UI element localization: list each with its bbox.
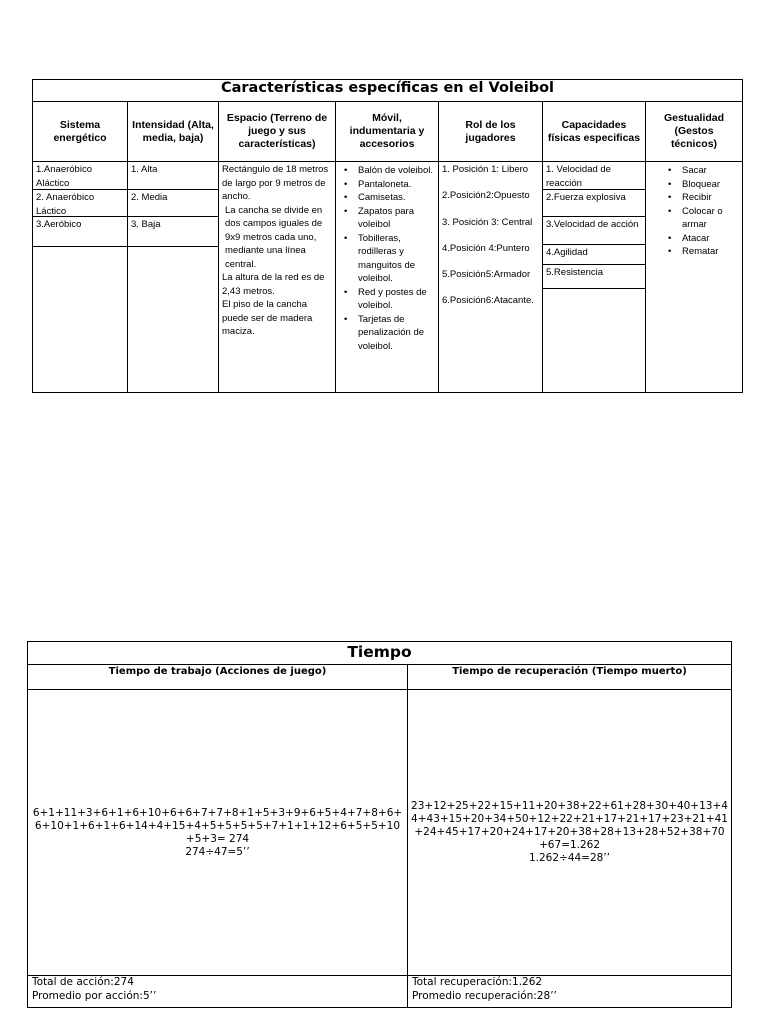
rol-item: 5.Posición5:Armador [442, 269, 531, 281]
column-espacio [219, 102, 336, 392]
time-table-title: Tiempo [28, 642, 731, 665]
sistema-item: 1.Anaeróbico Aláctico [33, 162, 127, 190]
recovery-time-header: Tiempo de recuperación (Tiempo muerto) [408, 665, 731, 690]
header-intensidad: Intensidad (Alta, media, baja) [128, 102, 218, 162]
espacio-line: Rectángulo de 18 metros de largo por 9 metros de ancho. [222, 164, 329, 202]
espacio-line: El piso de la cancha puede ser de madera maciza. [222, 299, 313, 337]
sistema-item: 2. Anaeróbico Láctico [33, 190, 127, 217]
movil-item: • Zapatos para voleibol [358, 205, 434, 232]
espacio-line: La altura de la red es de 2,43 metros. [222, 272, 325, 297]
capacidad-item: 3.Velocidad de acción [543, 217, 645, 245]
recovery-time-result: 1.262÷44=28’’ [528, 852, 611, 864]
header-espacio: Espacio (Terreno de juego y sus características) [219, 102, 335, 162]
movil-item: • Camisetas. [358, 191, 434, 205]
capacidad-item: 2.Fuerza explosiva [543, 190, 645, 217]
capacidad-item: 1. Velocidad de reacción [543, 162, 645, 190]
work-time-average: Promedio por acción:5’’ [32, 989, 157, 1002]
capacidad-item: 5.Resistencia [543, 265, 645, 289]
intensidad-item: 3. Baja [128, 217, 218, 247]
movil-item: • Red y postes de voleibol. [358, 286, 434, 313]
column-capacidades [543, 102, 646, 392]
gesto-item: • Colocar o armar [682, 205, 738, 232]
gesto-item: • Atacar [682, 232, 738, 246]
rol-item: 1. Posición 1: Libero [442, 164, 529, 175]
work-time-total: Total de acción:274 [32, 976, 134, 988]
capacidad-item: 4.Agilidad [543, 245, 645, 265]
recovery-time-total: Total recuperación:1.262 [412, 976, 543, 988]
movil-item: • Tobilleras, rodilleras y manguitos de voleibol. [358, 232, 434, 286]
characteristics-table [32, 79, 743, 393]
espacio-line: La cancha se divide en dos campos iguales de 9x9 metros cada uno, mediante una línea central. [225, 204, 323, 270]
header-sistema: Sistema energético [33, 102, 127, 162]
header-rol: Rol de los jugadores [439, 102, 542, 162]
sistema-item: 3.Aeróbico [33, 217, 127, 247]
recovery-time-sequence: 23+12+25+22+15+11+20+38+22+61+28+30+40+13+44+43+15+20+34+50+12+22+21+17+21+17+23+21+41+24+45+17+20+24+17+20+38+28+13+28+52+38+70+67=1.262 [411, 800, 728, 851]
time-table [27, 641, 732, 1008]
work-time-header: Tiempo de trabajo (Acciones de juego) [28, 665, 407, 690]
gesto-item: • Bloquear [682, 178, 738, 192]
column-movil [336, 102, 439, 392]
rol-item: 3. Posición 3: Central [442, 216, 533, 228]
column-gestualidad [646, 102, 742, 392]
work-time-column [28, 665, 408, 1008]
rol-item: 2.Posición2:Opuesto [442, 190, 530, 202]
column-rol [439, 102, 543, 392]
work-time-sequence: 6+1+11+3+6+1+6+10+6+6+7+7+8+1+5+3+9+6+5+4+7+8+6+6+10+1+6+1+6+14+4+15+4+5+5+5+5+7+1+1+12+6+5+5+10+5+3= 274 [32, 806, 403, 845]
characteristics-title: Características específicas en el Voleibol [33, 80, 742, 102]
recovery-time-column [408, 665, 731, 1008]
header-gestualidad: Gestualidad (Gestos técnicos) [646, 102, 742, 162]
rol-item: 4.Posición 4:Puntero [442, 242, 530, 254]
movil-item: • Balón de voleibol. [358, 164, 434, 178]
movil-item: • Pantaloneta. [358, 178, 434, 192]
gesto-item: • Recibir [682, 191, 738, 205]
gesto-item: • Sacar [682, 164, 738, 178]
intensidad-item: 1. Alta [128, 162, 218, 190]
header-capacidades: Capacidades físicas especificas [543, 102, 645, 162]
gesto-item: • Rematar [682, 245, 738, 259]
column-sistema [33, 102, 128, 392]
work-time-result: 274÷47=5’’ [185, 845, 250, 858]
rol-item: 6.Posición6:Atacante. [442, 295, 534, 307]
movil-item: • Tarjetas de penalización de voleibol. [358, 313, 434, 354]
column-intensidad [128, 102, 219, 392]
recovery-time-average: Promedio recuperación:28’’ [412, 989, 557, 1002]
header-movil: Móvil, indumentaria y accesorios [336, 102, 438, 162]
intensidad-item: 2. Media [128, 190, 218, 217]
